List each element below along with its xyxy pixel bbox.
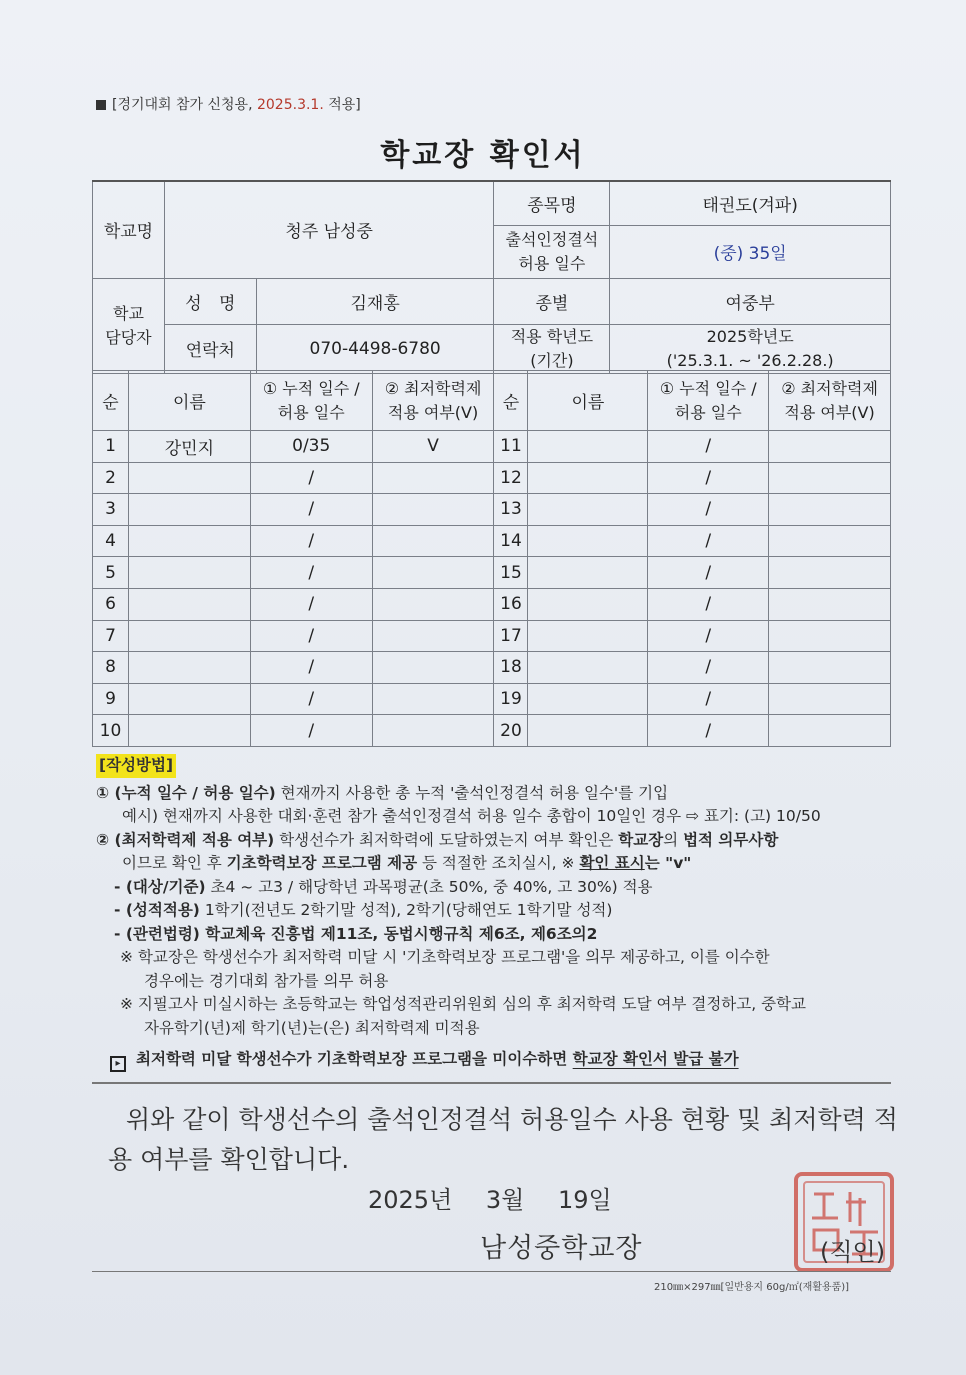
days-value: / [250,683,372,715]
min-check [769,620,891,652]
row-no: 16 [494,588,528,620]
student-name [528,652,648,684]
min-check [372,588,494,620]
table-row [93,683,891,715]
student-list-body [93,371,891,747]
table-row [93,525,891,557]
row-no: 1 [93,431,129,463]
student-name [128,557,250,589]
manager-label: 학교 담당자 [93,278,165,373]
days-value: / [250,652,372,684]
student-name [528,620,648,652]
student-name: 강민지 [128,431,250,463]
min-check [769,494,891,526]
row-no: 8 [93,652,129,684]
min-check [769,557,891,589]
table-row [93,431,891,463]
seal-label: (직인) [820,1238,886,1266]
year-label: 적용 학년도 (기간) [494,324,610,373]
contact-label: 연락처 [164,324,256,373]
row-no: 4 [93,525,129,557]
days-value: / [250,588,372,620]
days-value: / [648,588,769,620]
days-value: / [648,462,769,494]
student-list-table [92,370,891,747]
student-name [528,431,648,463]
divider [92,1082,891,1084]
col-name-2: 이름 [528,371,648,431]
student-name [528,525,648,557]
min-check: V [372,431,494,463]
days-value: / [250,494,372,526]
signer-name: 남성중학교장 [480,1233,643,1264]
student-name [128,588,250,620]
min-check [769,588,891,620]
table-row [93,715,891,747]
allow-days-value: (중) 35일 [610,225,891,278]
days-value: / [648,683,769,715]
name-label: 성 명 [164,278,256,324]
table-row [93,652,891,684]
student-name [528,462,648,494]
table-row [93,557,891,589]
days-value: / [250,462,372,494]
paper-spec-note: 210㎜×297㎜[일반용지 60g/㎡(재활용품)] [654,1282,850,1293]
min-check [372,715,494,747]
row-no: 19 [494,683,528,715]
confirm-text: 위와 같이 학생선수의 출석인정결석 허용일수 사용 현황 및 최저학력 적용 여부를 확인합니다. [108,1105,898,1174]
min-check [372,557,494,589]
bottom-divider [92,1271,891,1272]
days-value: / [648,557,769,589]
row-no: 18 [494,652,528,684]
row-no: 3 [93,494,129,526]
col-no-2: 순 [494,371,528,431]
allow-days-label: 출석인정결석 허용 일수 [494,225,610,278]
row-no: 10 [93,715,129,747]
school-info-table [92,180,891,374]
col-days-2: ① 누적 일수 / 허용 일수 [648,371,769,431]
row-no: 9 [93,683,129,715]
min-check [769,525,891,557]
issue-date: 2025년 3월 19일 [368,1186,612,1214]
table-row [93,588,891,620]
days-value: 0/35 [250,431,372,463]
row-no: 17 [494,620,528,652]
col-no: 순 [93,371,129,431]
col-days: ① 누적 일수 / 허용 일수 [250,371,372,431]
days-value: / [648,431,769,463]
col-min-2: ② 최저학력제 적용 여부(V) [769,371,891,431]
notice-date: 2025.3.1. [256,97,324,113]
row-no: 20 [494,715,528,747]
instructions-header: [작성방법] [96,754,176,778]
student-name [128,715,250,747]
school-value: 청주 남성중 [164,181,494,278]
days-value: / [250,715,372,747]
row-no: 7 [93,620,129,652]
contact-value: 070-4498-6780 [256,324,494,373]
student-name [128,462,250,494]
row-no: 11 [494,431,528,463]
notice-line: [경기대회 참가 신청용, 2025.3.1. 적용] [96,94,361,114]
row-no: 12 [494,462,528,494]
min-check [769,462,891,494]
row-no: 6 [93,588,129,620]
row-no: 5 [93,557,129,589]
col-min: ② 최저학력제 적용 여부(V) [372,371,494,431]
days-value: / [250,525,372,557]
school-label: 학교명 [93,181,165,278]
row-no: 14 [494,525,528,557]
min-check [769,715,891,747]
table-row [93,494,891,526]
arrow-box-icon: ▸ [110,1056,126,1072]
table-row [93,462,891,494]
instructions: [작성방법] ① (누적 일수 / 허용 일수) 현재까지 사용한 총 누적 '출석인정결석 허용 일수'를 기입 예시) 현재까지 사용한 대회·훈련 참가 출석인정결석 허용 일수 총합이 10일인 경우 ⇨ 표기: (고) 10/50 ② (최저학력제 적용 여부) 학생선수가 최저학력에 도달하였는지 여부 확인은 학교장의 법적 의무사항 이므로 확인 후 기초학력보장 프로그램 제공 등 적절한 조치실시, ※ 확인 표시는 "v" - (대상/기준) 초4 ~ 고3 / 해당학년 과목평균(초 50%, 중 40%, 고 30%) 적용 - (성적적용) 1학기(전년도 2학기말 성적), 2학기(당해연도 1학기말 성적) - (관련법령) 학교체육 진흥법 제11조, 동법시행규칙 제6조, 제6조의2 ※ 학교장은 학생선수가 최저학력 미달 시 '기초학력보장 프로그램'을 의무 제공하고, 이를 이수한 경우에는 경기대회 참가를 의무 허용 ※ 지필고사 미실시하는 초등학교는 학업성적관리위원회 심의 후 최저학력 도달 여부 결정하고, 중학교 자유학기(년)제 학기(년)는(은) 최저학력제 미적용 ▸ 최저학력 미달 학생선수가 기초학력보장 프로그램을 미이수하면 학교장 확인서 발급 불가 [96,754,896,1072]
days-value: / [648,652,769,684]
square-bullet-icon [96,100,106,110]
min-check [769,683,891,715]
student-name [128,652,250,684]
year-value: 2025학년도 ('25.3.1. ~ '26.2.28.) [610,324,891,373]
row-no: 2 [93,462,129,494]
min-check [372,494,494,526]
student-name [528,494,648,526]
student-name [128,683,250,715]
min-check [372,462,494,494]
min-check [769,652,891,684]
student-name [128,620,250,652]
days-value: / [250,620,372,652]
student-name [528,715,648,747]
list-header-row [93,371,891,431]
min-check [372,683,494,715]
days-value: / [648,494,769,526]
table-row [93,620,891,652]
page-title: 학교장 확인서 [380,138,586,173]
student-name [528,683,648,715]
days-value: / [250,557,372,589]
student-name [528,588,648,620]
category-value: 여중부 [610,278,891,324]
days-value: / [648,620,769,652]
row-no: 15 [494,557,528,589]
min-check [372,652,494,684]
min-check [769,431,891,463]
min-check [372,620,494,652]
student-name [128,525,250,557]
name-value: 김재홍 [256,278,494,324]
student-name [528,557,648,589]
event-value: 태권도(겨파) [610,181,891,225]
min-check [372,525,494,557]
days-value: / [648,715,769,747]
col-name: 이름 [128,371,250,431]
student-name [128,494,250,526]
final-warning: ▸ 최저학력 미달 학생선수가 기초학력보장 프로그램을 미이수하면 학교장 확인서 발급 불가 [96,1048,896,1072]
row-no: 13 [494,494,528,526]
days-value: / [648,525,769,557]
category-label: 종별 [494,278,610,324]
event-label: 종목명 [494,181,610,225]
